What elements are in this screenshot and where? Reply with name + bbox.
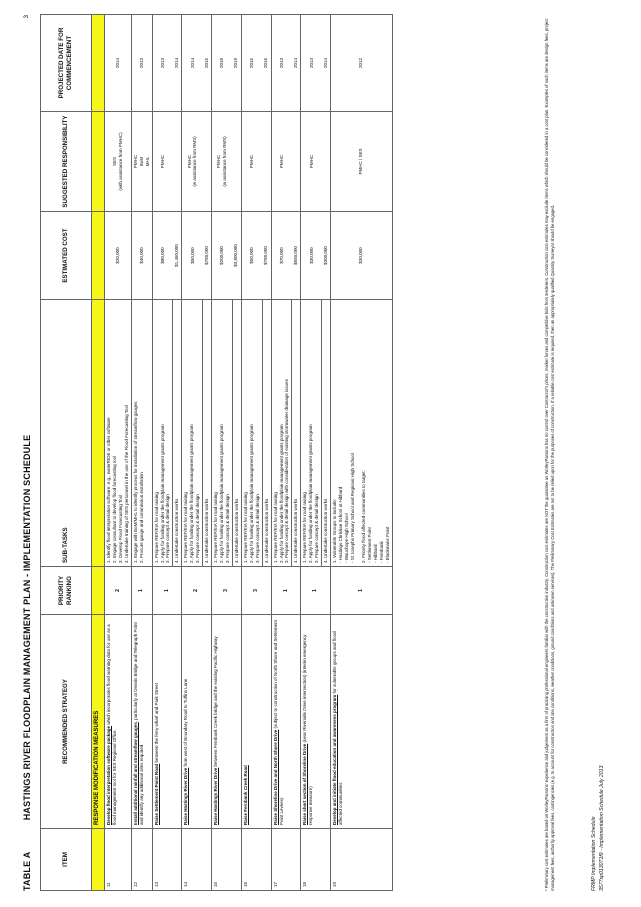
commencement-date: 2015	[249, 58, 254, 69]
estimated-cost: $30,000	[358, 247, 364, 264]
responsibility-line: PMHC	[278, 154, 284, 169]
subtask-line: 2. Apply for funding under the floodplain management grants program	[278, 424, 284, 563]
estimated-cost-cell	[301, 212, 322, 300]
estimated-cost-cell	[212, 212, 233, 300]
subtask-line: 3. Prepare concept & detail design	[314, 494, 320, 563]
table-row	[301, 15, 322, 891]
subtasks-cell	[131, 300, 152, 567]
priority-rank-cell	[105, 567, 132, 615]
subtasks-cell	[271, 300, 292, 567]
estimated-cost-cell	[105, 212, 132, 300]
landscape-sheet	[22, 15, 622, 891]
item-number-cell	[131, 829, 152, 891]
strategy-text: (subject to construction of North Shore and Settlement Point Levees)	[272, 620, 284, 825]
responsibility-cell	[203, 112, 212, 212]
subtask-line: 1. Prepare REF/EIA for road raising	[272, 492, 278, 563]
commencement-date-cell	[262, 15, 271, 112]
priority-rank-cell	[152, 567, 182, 615]
subtask-line: 3. Prepare concept & detail design	[195, 494, 201, 563]
estimated-cost: $780,000	[203, 246, 209, 265]
estimated-cost: $40,000	[138, 247, 144, 264]
responsibility-cell	[232, 112, 241, 212]
strategy-text: for vulnerable groups and flood affected communities	[332, 631, 343, 825]
subtask-line: 3. Prepare concept & detail design	[254, 494, 260, 563]
item-number: 19	[332, 881, 338, 887]
priority-rank: 1	[282, 589, 289, 592]
commencement-date-cell	[182, 15, 203, 112]
commencement-date-cell	[271, 15, 292, 112]
strategy-text: between the ferry wharf and Park Street	[153, 682, 159, 764]
responsibility-line: PMHC	[216, 154, 222, 169]
subtasks-cell	[292, 300, 301, 567]
commencement-date: 2016	[263, 58, 269, 69]
strategy-lead: Raise Hastings River Drive	[183, 767, 189, 825]
priority-rank: 1	[138, 589, 145, 592]
strategy-text: (near Riverside Drive intersection) (interim emergency response measure)	[302, 634, 314, 825]
estimated-cost-cell	[331, 212, 392, 300]
subtask-line: 2. Apply for funding under the floodplain management grants program	[159, 424, 165, 563]
commencement-date-cell	[203, 15, 212, 112]
commencement-date: 2014	[292, 58, 298, 69]
estimated-cost: $1,460,000	[173, 244, 179, 267]
item-number: 16	[242, 881, 248, 887]
commencement-date: 2013	[308, 58, 314, 69]
subtask-line: 1. Identify flood interpretation software: e.g., waterRIDE or other software	[106, 417, 111, 563]
responsibility-line: (with assistance from PMHC)	[117, 132, 123, 191]
item-number: 13	[153, 881, 159, 887]
estimated-cost: $650,000	[292, 246, 298, 265]
subtasks-cell	[322, 300, 331, 567]
header-subtasks: SUB-TASKS	[41, 300, 92, 567]
subtasks-cell	[301, 300, 322, 567]
subtask-line: 3. Develop Flood Forecasting Tool	[117, 494, 123, 563]
responsibility-cell	[173, 112, 182, 212]
strategy-lead: Develop and initiate flood education and awareness program	[332, 694, 338, 825]
estimated-cost: $30,000	[308, 247, 314, 264]
estimated-cost: $50,000	[189, 247, 195, 264]
priority-rank-cell	[301, 567, 331, 615]
priority-rank: 1	[312, 589, 319, 592]
strategy-cell	[152, 615, 182, 829]
commencement-date-cell	[232, 15, 241, 112]
responsibility-line: MHL	[144, 156, 150, 167]
estimated-cost-cell	[131, 212, 152, 300]
responsibility-line: SES	[111, 157, 117, 167]
responsibility-line: PMHC	[186, 154, 192, 169]
priority-rank-cell	[241, 567, 271, 615]
commencement-date: 2014	[322, 58, 328, 69]
subtask-line: 1. Prepare REF/EIA for road raising	[183, 492, 189, 563]
commencement-date-cell	[131, 15, 152, 112]
commencement-date: 2012	[358, 58, 364, 69]
estimated-cost-cell	[292, 212, 301, 300]
table-label: TABLE A	[22, 851, 32, 891]
responsibility-line: (w assistance from RMS)	[192, 136, 198, 187]
subtasks-cell	[331, 300, 392, 567]
priority-rank-cell	[331, 567, 392, 615]
subtask-line: 2. Apply for funding under the floodplain management grants program	[189, 424, 195, 563]
commencement-date: 2018	[219, 58, 225, 69]
table-row	[241, 15, 262, 891]
strategy-cell	[131, 615, 152, 829]
responsibility-cell	[212, 112, 233, 212]
estimated-cost: $300,000	[322, 246, 328, 265]
responsibility-line: PMHC	[159, 154, 165, 169]
responsibility-cell	[301, 112, 322, 212]
subtask-line: 3. Prepare concept & detail design	[224, 494, 230, 563]
item-number: 15	[213, 881, 219, 887]
strategy-lead: Raise short section of Shoreline Drive	[302, 743, 308, 825]
priority-rank: 1	[357, 589, 364, 592]
item-number: 12	[132, 881, 138, 887]
priority-rank-cell	[212, 567, 242, 615]
estimated-cost: $80,000	[159, 247, 165, 264]
subtask-line: 2. Apply for funding under the floodplain management grants program	[308, 424, 314, 563]
commencement-date-cell	[292, 15, 301, 112]
strategy-lead: Raise Fernbank Creek Road	[242, 765, 248, 825]
estimated-cost: $3,800,000	[233, 244, 239, 267]
strategy-lead: Raise Shoreline Drive and North Shore Drive	[272, 729, 278, 825]
commencement-date: 2014	[189, 58, 195, 69]
header-row	[41, 15, 92, 891]
estimated-cost-cell	[271, 212, 292, 300]
cost-footnote: * Preliminary cost estimates are based on WorleyParsons' experience and judgement as a firm of practising professional engineers familiar with the construction industry. Construction cost estimates are NOT the guarantee as WorleyParsons has no control over Contractor's prices, market forces and competitive bids from tenderers. Construction cost estimates may exclude items which should be considered in a cost plan. Examples of such items are design fees, project management fees, authority approval fees, contingencies (e.g. to account for construction and site conditions, weather conditions, ground conditions and unknown services). The Preliminary Cost Estimates are not to be relied upon for the purposes of construction. If a reliable cost estimate is required, then an appropriately qualified Quantity Surveyor should be engaged.	[544, 18, 555, 891]
commencement-date: 2014	[114, 58, 120, 69]
header-item: ITEM	[41, 829, 92, 891]
table-title: HASTINGS RIVER FLOODPLAIN MANAGEMENT PLAN - IMPLEMENTATION SCHEDULE	[22, 434, 32, 821]
priority-rank: 3	[223, 589, 230, 592]
subtask-line: 2. Apply for funding under the floodplain management grants program	[219, 424, 224, 563]
strategy-cell	[331, 615, 392, 829]
header-cost: ESTIMATED COST	[41, 212, 92, 300]
priority-rank-cell	[271, 567, 301, 615]
commencement-date: 2015	[203, 58, 209, 69]
estimated-cost: $70,000	[278, 247, 284, 264]
table-row	[131, 15, 152, 891]
subtasks-cell	[262, 300, 271, 567]
table-row	[182, 15, 203, 891]
strategy-cell	[212, 615, 242, 829]
header-responsibility: SUGGESTED RESPONSIBILITY	[41, 112, 92, 212]
subtask-line: 1. Prepare REF/EIA for road raising	[213, 492, 219, 563]
table-body	[92, 15, 393, 891]
subtasks-cell	[203, 300, 212, 567]
subtask-line: 4. Undertake construction works	[263, 498, 269, 563]
subtask-line: 4. Undertake construction works	[174, 498, 180, 563]
strategy-cell	[271, 615, 301, 829]
subtask-line: 3. Prepare concept & detail design with consideration of existing stormwater drainage issues	[284, 379, 290, 563]
subtask-line: 2. Apply for funding under the floodplain management grants program	[248, 424, 254, 563]
responsibility-line: BoM	[138, 156, 144, 167]
subtask-line: - Hibbard	[372, 544, 378, 563]
subtask-line: - Hastings Christian School at Hibbard	[338, 486, 343, 563]
subtask-line: 1. Prepare REF/EIA for road raising	[302, 492, 308, 563]
estimated-cost-cell	[241, 212, 262, 300]
subtask-line: 4. Undertake construction works	[323, 498, 329, 563]
subtask-line: - Wauchope High School	[343, 513, 349, 563]
header-commencement: PROJECTED DATE FOR COMMENCEMENT	[41, 15, 92, 112]
subtask-line: - Fernbank	[378, 541, 384, 563]
estimated-cost-cell	[182, 212, 203, 300]
table-row	[152, 15, 173, 891]
priority-rank: 1	[163, 589, 170, 592]
subtask-line: 2. Engage consultant to develop flood forecasting tool	[111, 455, 117, 563]
section-row	[92, 15, 105, 891]
estimated-cost: $50,000	[249, 247, 254, 264]
estimated-cost-cell	[322, 212, 331, 300]
responsibility-cell	[331, 112, 392, 212]
priority-rank: 3	[252, 589, 259, 592]
subtasks-cell	[212, 300, 233, 567]
estimated-cost: $780,000	[263, 246, 269, 265]
footer-line-1: FRMP Implementation Schedule	[591, 816, 597, 891]
estimated-cost-cell	[173, 212, 182, 300]
item-number-cell	[301, 829, 331, 891]
commencement-date-cell	[173, 15, 182, 112]
item-number-cell	[105, 829, 132, 891]
document-footer	[590, 766, 607, 891]
item-number: 17	[272, 881, 278, 887]
priority-rank: 2	[114, 589, 121, 592]
item-number-cell	[182, 829, 212, 891]
responsibility-cell	[322, 112, 331, 212]
subtasks-cell	[182, 300, 203, 567]
responsibility-line: (w assistance from RMS)	[222, 136, 228, 187]
strategy-lead: Develop flood interpretation software package	[106, 725, 111, 825]
strategy-text: , particularly at Dennis Bridge and Telegraph Point and identify any additional sites required	[132, 622, 144, 825]
commencement-date-cell	[241, 15, 262, 112]
strategy-cell	[241, 615, 271, 829]
strategy-text: between Fernbank Creek bridge and the existing Pacific Highway	[213, 636, 219, 768]
item-number-cell	[241, 829, 271, 891]
subtask-line: 1. Prepare REF/EIA for road raising	[153, 492, 159, 563]
page-title	[22, 435, 32, 891]
strategy-text: from west of Boundary Road to Tuffins Lane	[183, 678, 189, 768]
subtask-line: 1. Engage with BoM/MHL to identify process for installation of streamflow gauges	[132, 401, 138, 563]
responsibility-cell	[152, 112, 173, 212]
table-row	[271, 15, 292, 891]
strategy-lead: Install additional rainfall and streamflow gauges	[132, 722, 138, 825]
strategy-text: which incorporates flood warning data for use as a flood management tool for SES Regional Office.	[106, 624, 117, 825]
subtask-line: - St Josephs Primary School and Regional High School	[349, 452, 355, 563]
table-row	[331, 15, 392, 891]
subtasks-cell	[173, 300, 182, 567]
subtask-line: - Blackmans Point	[384, 526, 390, 563]
subtask-line: 3. Prepare concept & detail design	[165, 494, 171, 563]
responsibility-cell	[271, 112, 292, 212]
item-number: 11	[106, 882, 111, 887]
item-number: 14	[183, 881, 189, 887]
table-row	[105, 15, 132, 891]
subtask-line: 2. Procure gauge and commission installation	[138, 472, 144, 563]
responsibility-cell	[182, 112, 203, 212]
responsibility-line: PMHC	[249, 154, 254, 169]
estimated-cost-cell	[232, 212, 241, 300]
commencement-date-cell	[105, 15, 132, 112]
responsibility-line: PMHC / SES	[358, 148, 364, 175]
estimated-cost: $200,000	[219, 246, 225, 265]
item-number: 18	[302, 881, 308, 887]
subtask-line: 4. Undertake construction works	[233, 498, 239, 563]
commencement-date-cell	[301, 15, 322, 112]
responsibility-line: PMHC	[132, 154, 138, 169]
subtask-line: 1. Vulnerable Groups to include:	[332, 498, 338, 563]
commencement-date: 2014	[173, 58, 179, 69]
implementation-schedule-table	[40, 14, 393, 891]
commencement-date: 2013	[159, 58, 165, 69]
estimated-cost-cell	[152, 212, 173, 300]
item-number-cell	[212, 829, 242, 891]
strategy-cell	[182, 615, 212, 829]
item-number-cell	[331, 829, 392, 891]
priority-rank-cell	[182, 567, 212, 615]
subtasks-cell	[241, 300, 262, 567]
subtask-line: 1. Prepare REF/EIA for road raising	[242, 492, 248, 563]
page-number: 3	[24, 15, 30, 19]
subtask-line: - Settlement Point	[366, 527, 372, 563]
responsibility-cell	[292, 112, 301, 212]
strategy-lead: Raise Hastings River Drive	[213, 767, 219, 825]
item-number-cell	[271, 829, 301, 891]
section-title: RESPONSE MODIFICATION MEASURES	[92, 615, 105, 829]
responsibility-cell	[241, 112, 262, 212]
commencement-date-cell	[322, 15, 331, 112]
subtasks-cell	[105, 300, 132, 567]
estimated-cost-cell	[262, 212, 271, 300]
footer-line-2: 3577sp013071f9 - Implementation Schedule July 2013	[599, 765, 606, 891]
commencement-date: 2013	[278, 58, 284, 69]
subtasks-cell	[152, 300, 173, 567]
header-rank: PRIORITY RANKING	[41, 567, 92, 615]
strategy-lead: Raise Settlement Point Road	[153, 763, 159, 825]
priority-rank: 2	[193, 589, 200, 592]
strategy-cell	[301, 615, 331, 829]
subtasks-cell	[232, 300, 241, 567]
responsibility-cell	[262, 112, 271, 212]
responsibility-cell	[105, 112, 132, 212]
subtask-line: 4. Undertake construction works	[204, 498, 210, 563]
commencement-date-cell	[212, 15, 233, 112]
subtask-line: 4. Undertake training of SES personnel in the use of the Flood Forecasting Tool	[123, 404, 129, 563]
header-strategy: RECOMMENDED STRATEGY	[41, 615, 92, 829]
item-number-cell	[152, 829, 182, 891]
strategy-cell	[105, 615, 132, 829]
commencement-date: 2013	[138, 58, 144, 69]
responsibility-cell	[131, 112, 152, 212]
responsibility-line: PMHC	[308, 154, 314, 169]
priority-rank-cell	[131, 567, 152, 615]
table-row	[212, 15, 233, 891]
commencement-date: 2019	[233, 58, 239, 69]
subtask-line: 4. Undertake construction works	[293, 498, 299, 563]
subtask-line: 2. Priority flood affected communities to target:	[360, 470, 366, 563]
estimated-cost-cell	[203, 212, 212, 300]
commencement-date-cell	[331, 15, 392, 112]
commencement-date-cell	[152, 15, 173, 112]
estimated-cost: $20,000	[114, 247, 120, 264]
